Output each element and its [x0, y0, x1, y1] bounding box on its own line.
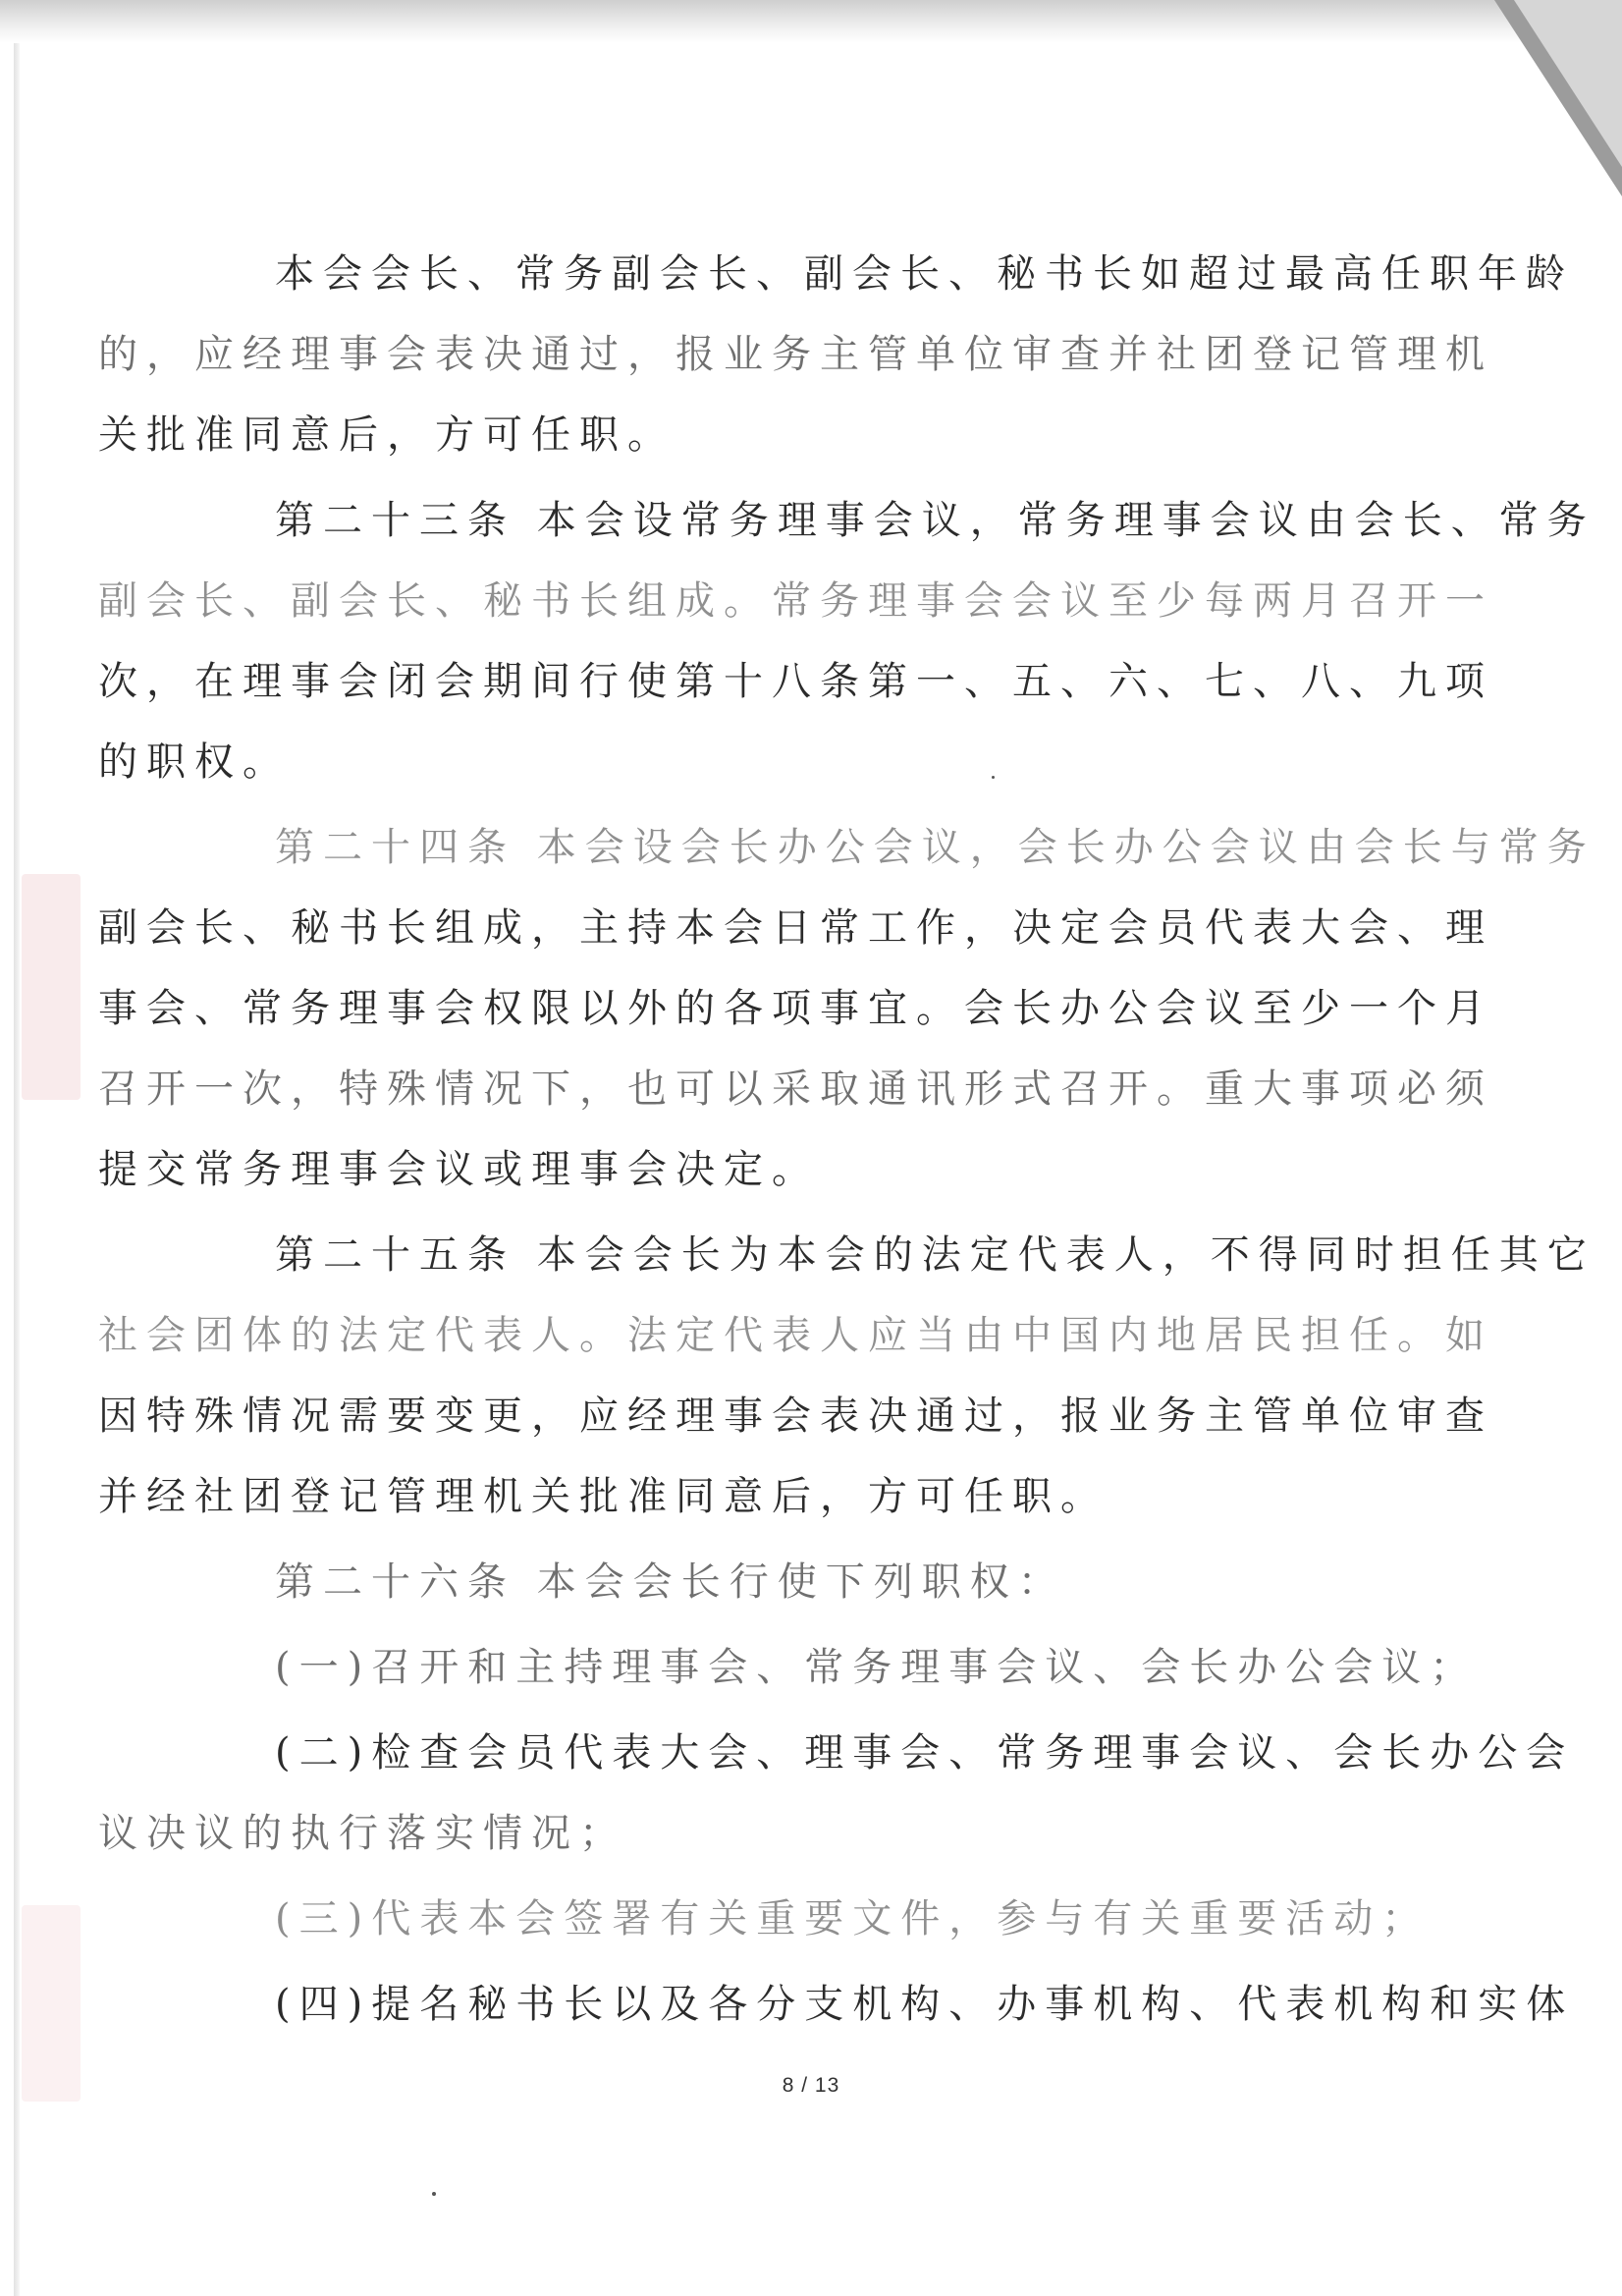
document-body — [98, 234, 1595, 2050]
text-line: 次，在理事会闭会期间行使第十八条第一、五、六、七、八、九项 — [98, 659, 1493, 704]
list-item-1 — [187, 1627, 1479, 1708]
text-line: (四)提名秘书长以及各分支机构、办事机构、代表机构和实体 — [275, 1982, 1575, 2027]
text-line: 议决议的执行落实情况； — [98, 1811, 627, 1856]
paragraph-officer-age-limit — [98, 234, 1574, 475]
seal-bleed-mark — [22, 1905, 81, 2102]
text-line: 第二十六条 本会会长行使下列职权： — [275, 1559, 1066, 1605]
text-line: 并经社团登记管理机关批准同意后，方可任职。 — [98, 1474, 1108, 1519]
paragraph-article-24 — [98, 807, 1595, 1210]
text-line: 的职权。 — [98, 739, 291, 785]
text-line: 因特殊情况需要变更，应经理事会表决通过，报业务主管单位审查 — [98, 1394, 1493, 1439]
text-line: 本会会长、常务副会长、副会长、秘书长如超过最高任职年龄 — [275, 251, 1574, 297]
text-line: 第二十三条 本会设常务理事会议，常务理事会议由会长、常务 — [275, 498, 1595, 543]
text-line: (一)召开和主持理事会、常务理事会议、会长办公会议； — [275, 1645, 1479, 1690]
text-line: 事会、常务理事会权限以外的各项事宜。会长办公会议至少一个月 — [98, 986, 1493, 1031]
list-item-3 — [187, 1879, 1453, 1959]
paragraph-article-25 — [98, 1215, 1595, 1537]
scan-speck — [432, 2192, 436, 2196]
folded-corner-inner — [1514, 0, 1622, 167]
seal-bleed-mark — [22, 874, 81, 1100]
text-line: 社会团体的法定代表人。法定代表人应当由中国内地居民担任。如 — [98, 1313, 1493, 1358]
text-line: 提交常务理事会议或理事会决定。 — [98, 1147, 820, 1192]
page-number: 8 / 13 — [782, 2074, 840, 2097]
list-item-2 — [98, 1713, 1575, 1874]
text-line: (二)检查会员代表大会、理事会、常务理事会议、会长办公会 — [275, 1730, 1575, 1776]
text-line: 第二十五条 本会会长为本会的法定代表人，不得同时担任其它 — [275, 1232, 1595, 1278]
scan-left-edge — [14, 43, 20, 2296]
paragraph-article-23 — [98, 480, 1595, 802]
text-line: (三)代表本会签署有关重要文件，参与有关重要活动； — [275, 1896, 1431, 1941]
text-line: 召开一次，特殊情况下，也可以采取通讯形式召开。重大事项必须 — [98, 1066, 1493, 1112]
paragraph-article-26 — [187, 1542, 1453, 1622]
text-line: 第二十四条 本会设会长办公会议，会长办公会议由会长与常务 — [275, 825, 1595, 870]
scan-top-shadow — [0, 0, 1622, 43]
text-line: 副会长、副会长、秘书长组成。常务理事会会议至少每两月召开一 — [98, 578, 1493, 624]
text-line: 关批准同意后，方可任职。 — [98, 412, 676, 458]
text-line: 的，应经理事会表决通过，报业务主管单位审查并社团登记管理机 — [98, 332, 1493, 377]
text-line: 副会长、秘书长组成，主持本会日常工作，决定会员代表大会、理 — [98, 905, 1493, 951]
list-item-4 — [187, 1964, 1575, 2045]
scan-speck — [992, 776, 995, 779]
